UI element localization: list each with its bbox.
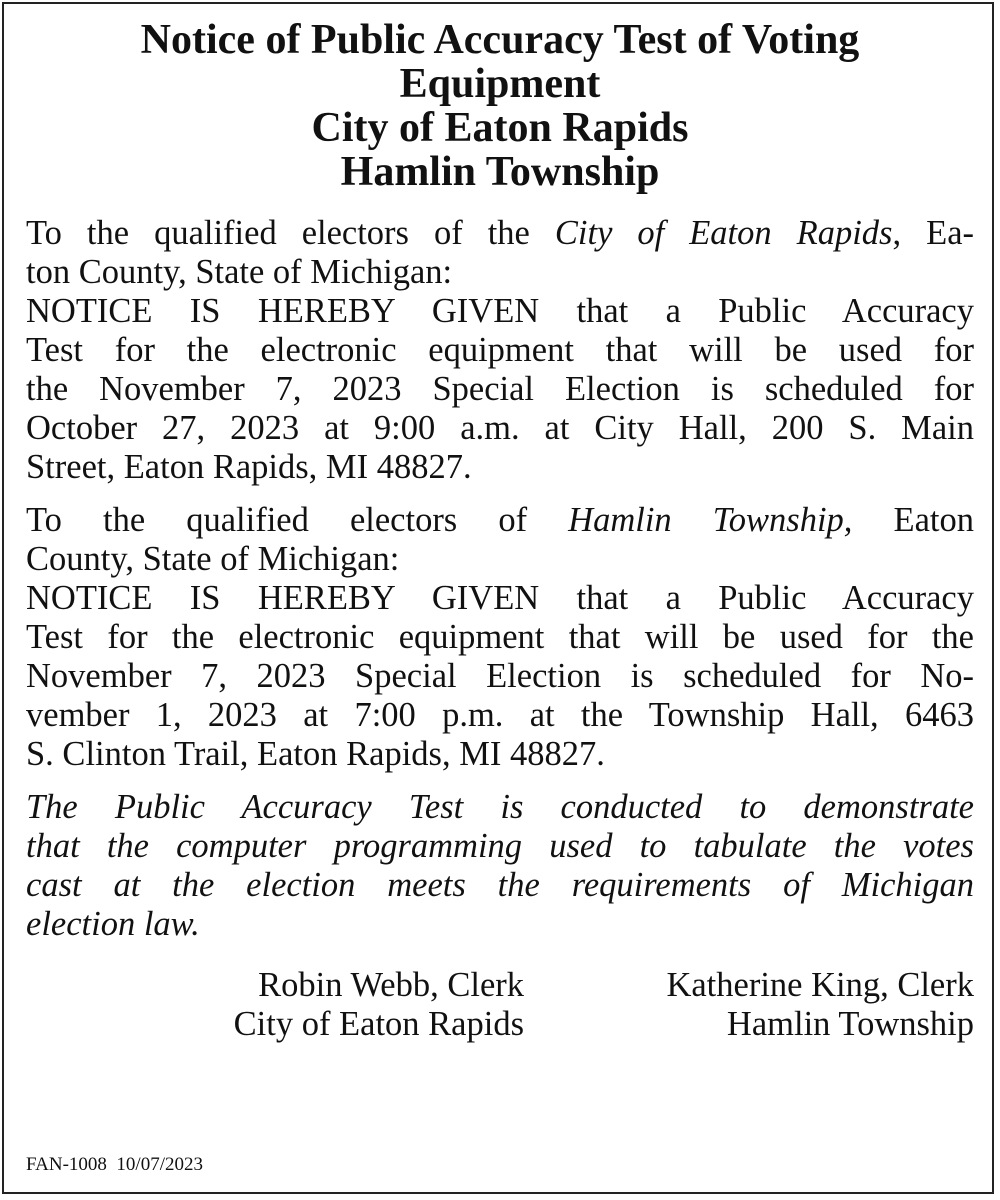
township-clerk-name: Katherine King, Clerk [666,966,974,1004]
purpose-line-1: The Public Accuracy Test is conducted to demonstrate [26,788,974,826]
title-line-1: Notice of Public Accuracy Test of Voting [140,17,860,63]
city-electors-suffix: , Ea- [892,214,974,252]
purpose-line-4: election law. [26,905,200,943]
city-electors-prefix: To the qualified electors of the [26,214,555,252]
city-notice-line-3: the November 7, 2023 Special Election is scheduled for [26,370,974,408]
township-notice-line-4: vember 1, 2023 at 7:00 p.m. at the Township Hall, 6463 [26,696,974,734]
notice-title [26,18,974,194]
purpose-line-2: that the computer programming used to tabulate the votes [26,827,974,865]
township-notice-line-3: November 7, 2023 Special Election is scheduled for No- [26,657,974,695]
township-electors-place: Hamlin Township, [568,501,853,539]
township-notice-paragraph [26,501,974,774]
city-electors-line-1 [26,214,974,253]
city-notice-line-5: Street, Eaton Rapids, MI 48827. [26,448,472,486]
township-electors-line-1 [26,501,974,540]
city-clerk-entity: City of Eaton Rapids [233,1005,524,1043]
township-notice-line-5: S. Clinton Trail, Eaton Rapids, MI 48827. [26,735,605,773]
city-electors-place: City of Eaton Rapids [554,214,893,252]
township-notice-line-1: NOTICE IS HEREBY GIVEN that a Public Accuracy [26,579,974,617]
city-clerk-name: Robin Webb, Clerk [258,966,524,1004]
city-notice-line-4: October 27, 2023 at 9:00 a.m. at City Hall, 200 S. Main [26,409,974,447]
city-notice-paragraph [26,214,974,487]
township-electors-prefix: To the qualified electors of [26,501,569,539]
purpose-line-3: cast at the election meets the requirements of Michigan [26,866,974,904]
township-notice-line-2: Test for the electronic equipment that will be used for the [26,618,974,656]
city-notice-line-2: Test for the electronic equipment that will be used for [26,331,974,369]
city-notice-line-1: NOTICE IS HEREBY GIVEN that a Public Accuracy [26,292,974,330]
title-line-3: City of Eaton Rapids [311,105,689,151]
signature-block [26,966,974,1046]
publication-code: FAN-1008 10/07/2023 [26,1154,203,1175]
city-electors-line-2: ton County, State of Michigan: [26,253,453,291]
township-clerk-signature [666,966,974,1044]
township-electors-suffix: Eaton [852,501,974,539]
city-clerk-signature [234,966,524,1044]
title-line-4: Hamlin Township [340,149,660,195]
title-line-2: Equipment [399,61,601,107]
notice-content [26,18,974,1046]
purpose-paragraph [26,788,974,944]
township-clerk-entity: Hamlin Township [726,1005,974,1043]
township-electors-line-2: County, State of Michigan: [26,540,400,578]
